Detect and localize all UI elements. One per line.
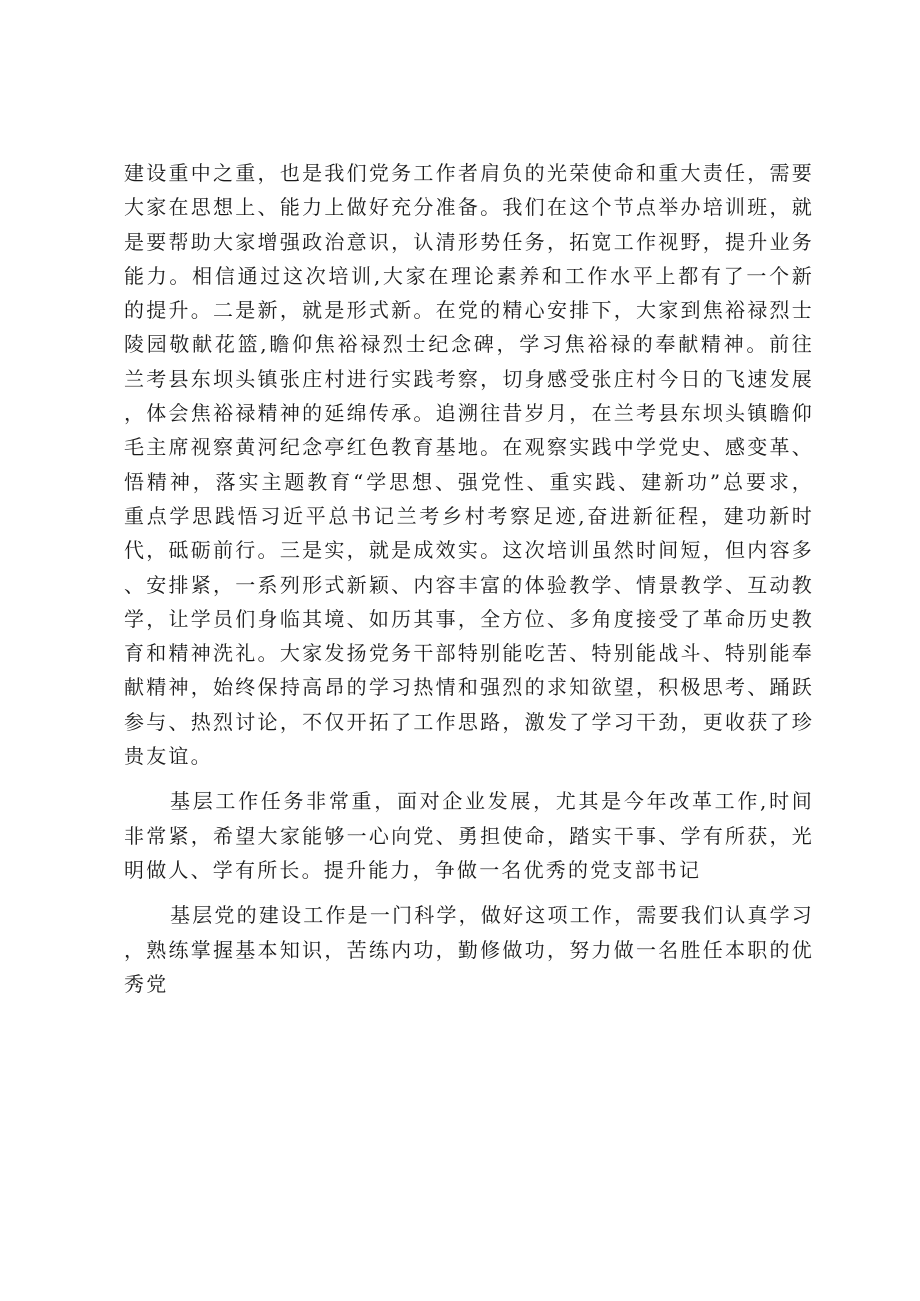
- paragraph-3: 基层党的建设工作是一门科学，做好这项工作，需要我们认真学习，熟练掌握基本知识，苦练内功，勤修做功，努力做一名胜任本职的优秀党: [124, 903, 814, 996]
- document-body: [124, 156, 814, 1001]
- paragraph-2: 基层工作任务非常重，面对企业发展，尤其是今年改革工作,时间非常紧，希望大家能够一心向党、勇担使命，踏实干事、学有所获，光明做人、学有所长。提升能力，争做一名优秀的党支部书记: [124, 789, 814, 882]
- paragraph-1: 建设重中之重，也是我们党务工作者肩负的光荣使命和重大责任，需要大家在思想上、能力上做好充分准备。我们在这个节点举办培训班，就是要帮助大家增强政治意识，认清形势任务，拓宽工作视野，提升业务能力。相信通过这次培训,大家在理论素养和工作水平上都有了一个新的提升。二是新，就是形式新。在党的精心安排下，大家到焦裕禄烈士陵园敬献花篮,瞻仰焦裕禄烈士纪念碑，学习焦裕禄的奉献精神。前往兰考县东坝头镇张庄村进行实践考察，切身感受张庄村今日的飞速发展，体会焦裕禄精神的延绵传承。追溯往昔岁月，在兰考县东坝头镇瞻仰毛主席视察黄河纪念亭红色教育基地。在观察实践中学党史、感变革、悟精神，落实主题教育“学思想、强党性、重实践、建新功”总要求，重点学思践悟习近平总书记兰考乡村考察足迹,奋进新征程，建功新时代，砥砺前行。三是实，就是成效实。这次培训虽然时间短，但内容多、安排紧，一系列形式新颖、内容丰富的体验教学、情景教学、互动教学，让学员们身临其境、如历其事，全方位、多角度接受了革命历史教育和精神洗礼。大家发扬党务干部特别能吃苦、特别能战斗、特别能奉献精神，始终保持高昂的学习热情和强烈的求知欲望，积极思考、踊跃参与、热烈讨论，不仅开拓了工作思路，激发了学习干劲，更收获了珍贵友谊。: [124, 161, 814, 769]
